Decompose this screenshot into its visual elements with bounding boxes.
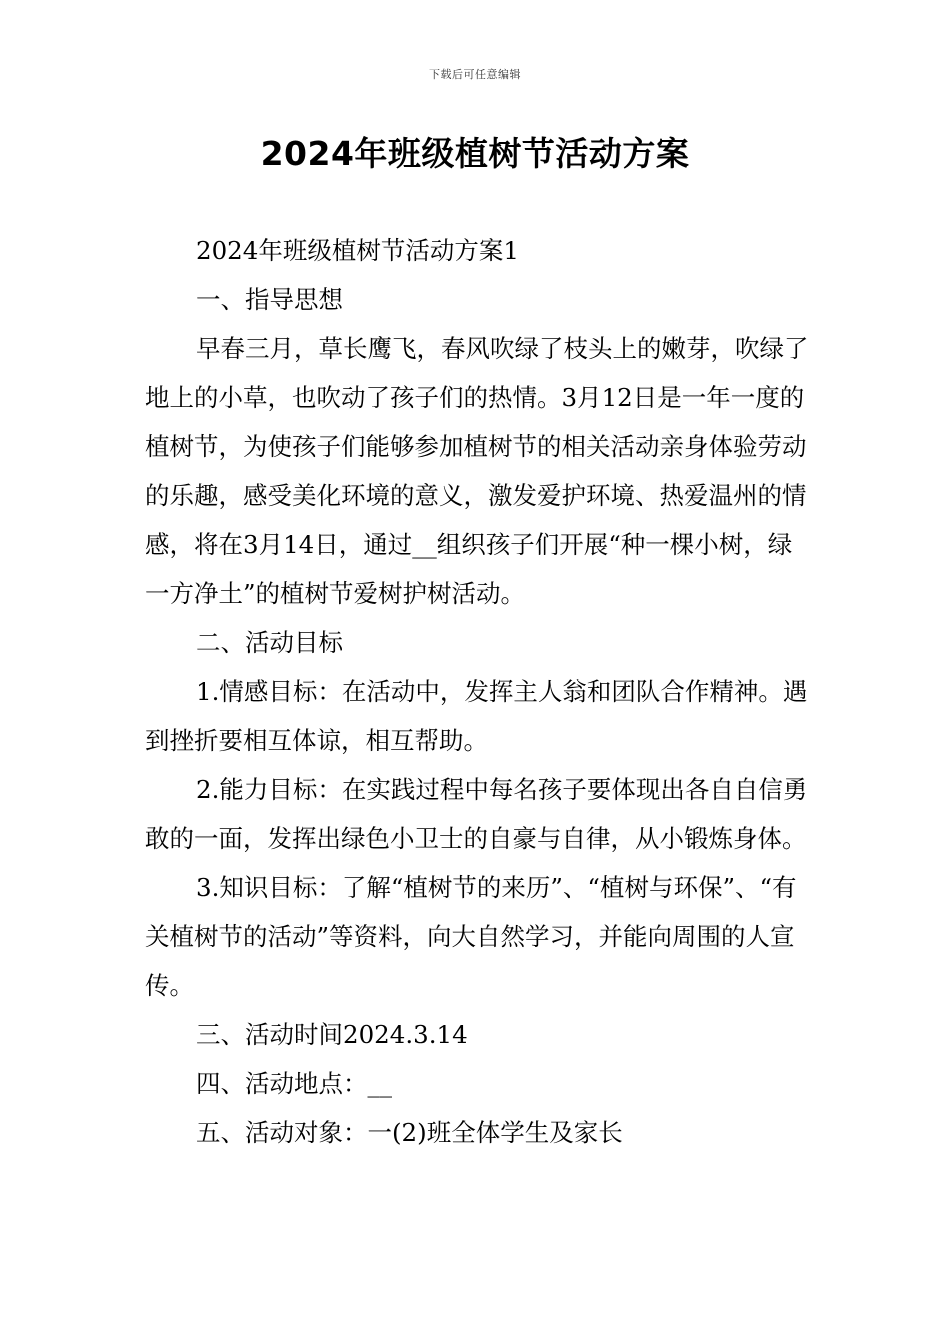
heading-activity-audience: 五、活动对象：一(2)班全体学生及家长: [196, 1118, 623, 1147]
paragraph-knowledge-goal: 3.知识目标：了解“植树节的来历”、“植树与环保”、“有关植树节的活动”等资料，向大自然学习，并能向周围的人宣传。: [145, 873, 797, 1000]
header-note: 下载后可任意编辑: [429, 68, 521, 81]
heading-activity-goals: 二、活动目标: [196, 628, 343, 657]
heading-activity-location: 四、活动地点：__: [196, 1069, 392, 1098]
heading-activity-time: 三、活动时间2024.3.14: [196, 1020, 468, 1049]
paragraph-emotional-goal: 1.情感目标：在活动中，发挥主人翁和团队合作精神。遇到挫折要相互体谅，相互帮助。: [145, 677, 808, 755]
document-body: [145, 226, 810, 1157]
document-title: 2024年班级植树节活动方案: [260, 134, 690, 173]
heading-guiding-thought: 一、指导思想: [196, 285, 343, 314]
paragraph-guiding-thought: 早春三月，草长鹰飞，春风吹绿了枝头上的嫩芽，吹绿了地上的小草，也吹动了孩子们的热情。3月12日是一年一度的植树节，为使孩子们能够参加植树节的相关活动亲身体验劳动的乐趣，感受美化环境的意义，激发爱护环境、热爱温州的情感，将在3月14日，通过__组织孩子们开展“种一棵小树，绿一方净土”的植树节爱树护树活动。: [145, 334, 809, 608]
paragraph-ability-goal: 2.能力目标：在实践过程中每名孩子要体现出各自自信勇敢的一面，发挥出绿色小卫士的自豪与自律，从小锻炼身体。: [145, 775, 808, 853]
section-subtitle: 2024年班级植树节活动方案1: [196, 236, 519, 265]
